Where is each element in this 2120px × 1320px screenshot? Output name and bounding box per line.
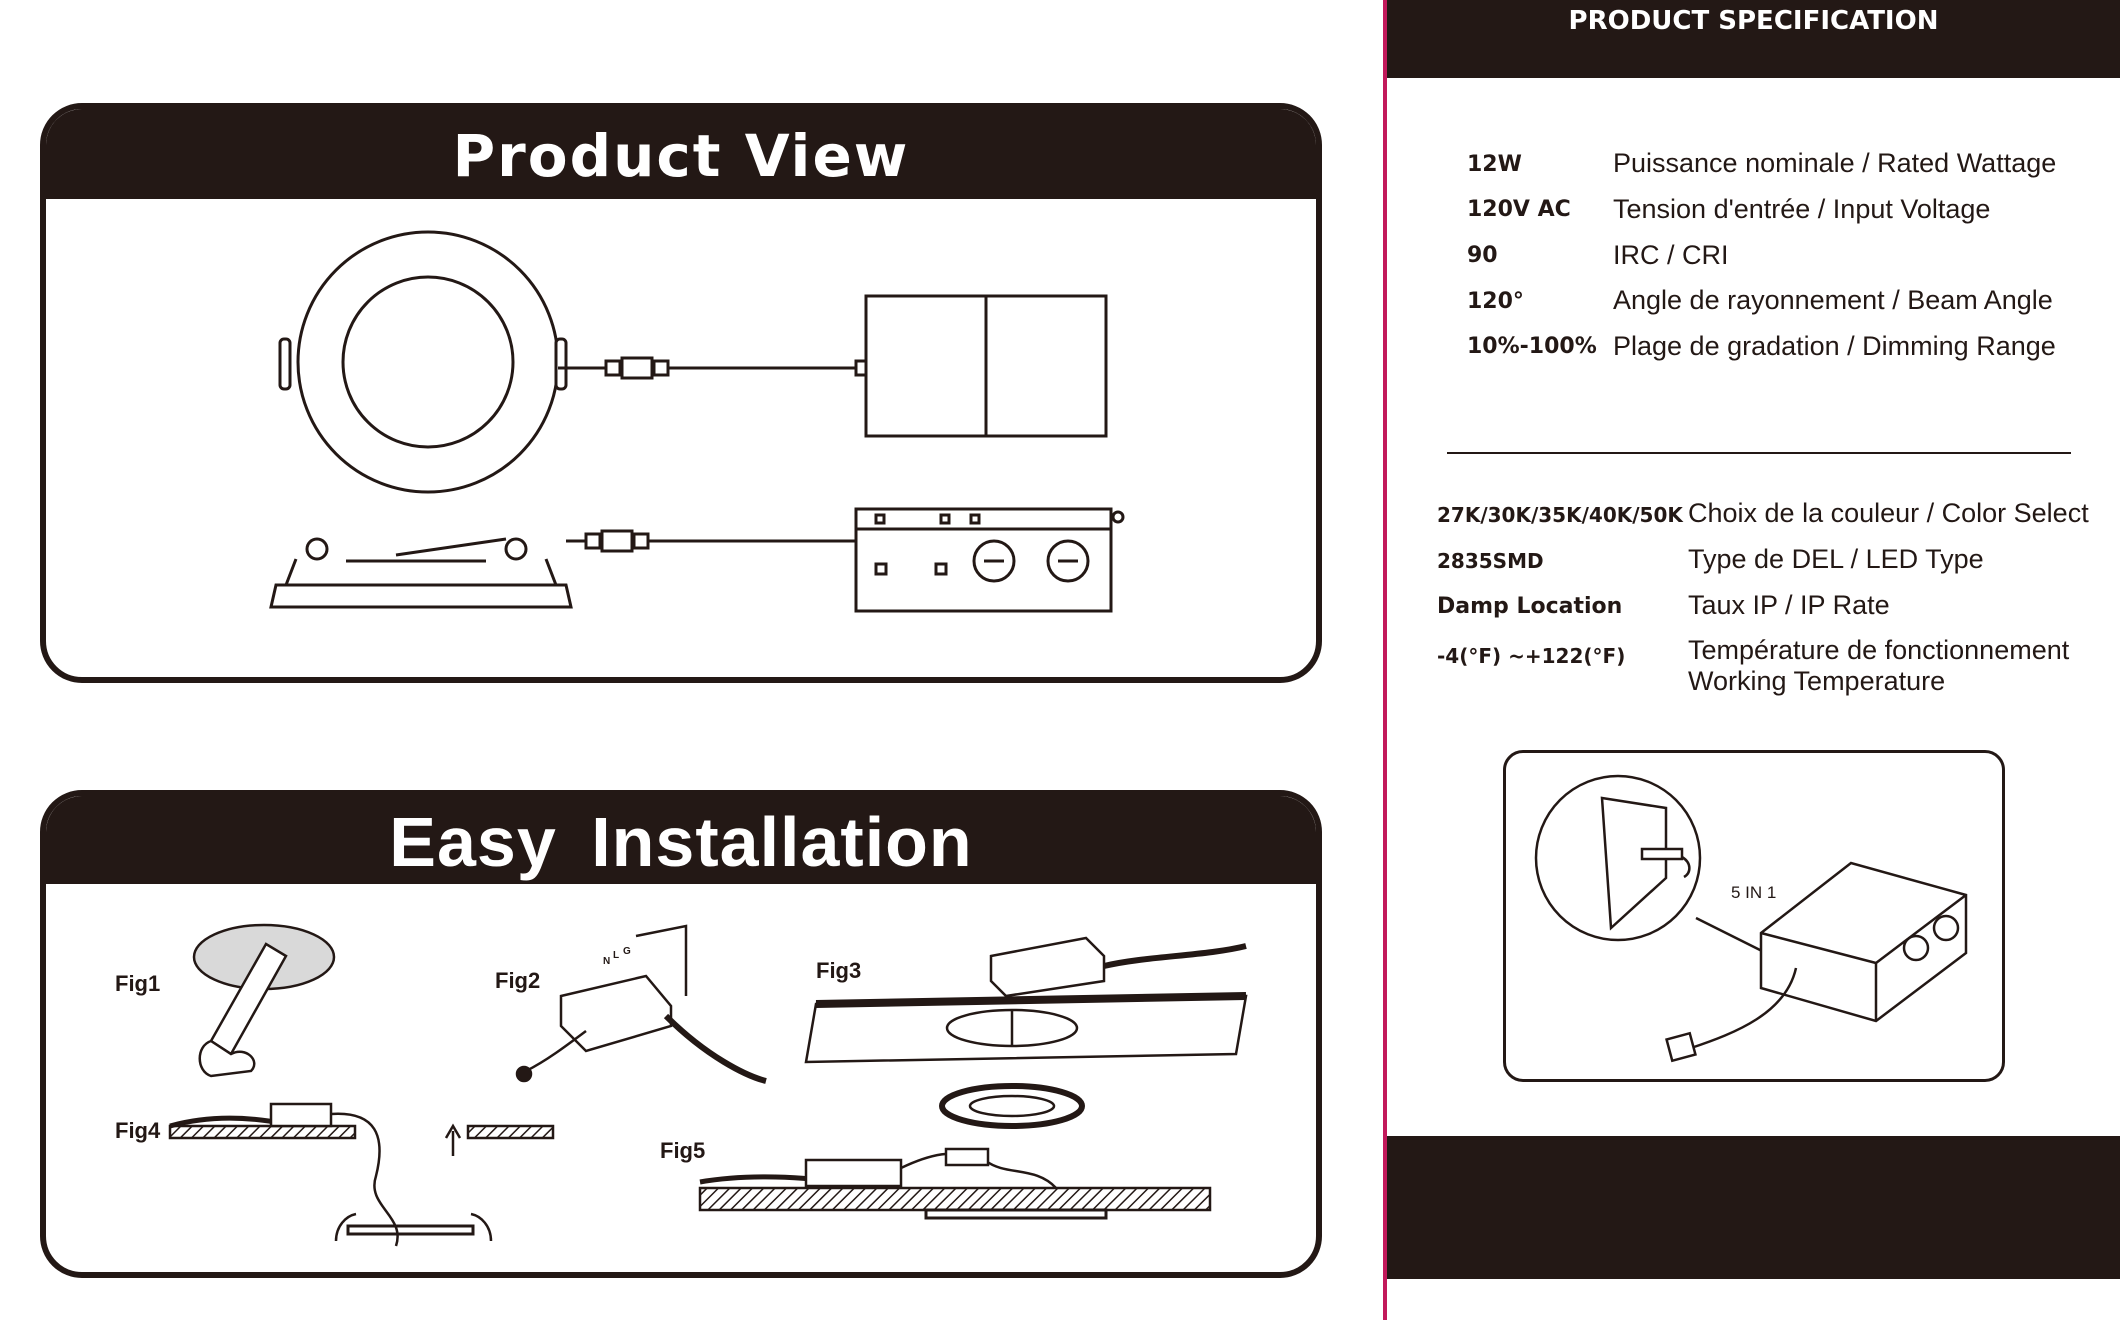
- bottom-bar: [1387, 1136, 2120, 1279]
- wire-label-l: L: [613, 950, 620, 961]
- spec-val-led-type: Type de DEL / LED Type: [1688, 544, 1984, 574]
- spec-key-wattage: 12W: [1467, 152, 1522, 177]
- fig2-label: Fig2: [495, 968, 541, 993]
- spec-key-led-type: 2835SMD: [1437, 549, 1544, 573]
- specification-column: [1383, 0, 2120, 1320]
- spec-key-cri: 90: [1467, 243, 1498, 268]
- spec-key-ip: Damp Location: [1437, 594, 1623, 619]
- spec-val-temperature-fr: Température de fonctionnement: [1688, 635, 2070, 665]
- downlight-front-lens: [343, 277, 513, 447]
- spec-key-dimming: 10%-100%: [1467, 334, 1597, 359]
- product-view-panel: [40, 103, 1322, 683]
- inset-drawing: [1506, 753, 2002, 1079]
- spec-val-ip: Taux IP / IP Rate: [1688, 590, 1890, 620]
- spec-val-temperature-en: Working Temperature: [1688, 666, 1946, 696]
- fig4-label: Fig4: [115, 1118, 161, 1143]
- fig2-box: [561, 976, 671, 1051]
- downlight-side: [271, 585, 571, 607]
- easy-installation-panel: [40, 790, 1322, 1278]
- junction-box-inset: [1503, 750, 2005, 1082]
- wire-label-g: G: [623, 946, 631, 957]
- spec-title: PRODUCT SPECIFICATION: [1387, 0, 2120, 78]
- wire-label-n: N: [603, 956, 611, 967]
- installation-drawings: [46, 796, 1316, 1276]
- fig2-wire-labels: [603, 946, 631, 967]
- spec-val-voltage: Tension d'entrée / Input Voltage: [1613, 194, 1991, 224]
- fig5-ceiling: [700, 1188, 1210, 1210]
- spec-divider: [1447, 452, 2071, 454]
- spec-val-color: Choix de la couleur / Color Select: [1688, 498, 2089, 528]
- spec-key-beam: 120°: [1467, 289, 1524, 314]
- installation-title: Easy Installation: [46, 796, 1316, 884]
- spec-val-beam: Angle de rayonnement / Beam Angle: [1613, 285, 2053, 315]
- fig3-label: Fig3: [816, 958, 862, 983]
- product-view-title: Product View: [46, 109, 1316, 199]
- downlight-front-ring: [298, 232, 558, 492]
- spec-val-dimming: Plage de gradation / Dimming Range: [1613, 331, 2056, 361]
- product-view-drawing: [46, 109, 1316, 679]
- spec-key-voltage: 120V AC: [1467, 197, 1571, 222]
- spec-key-color: 27K/30K/35K/40K/50K: [1437, 503, 1683, 527]
- fig1-label: Fig1: [115, 971, 161, 996]
- spec-val-cri: IRC / CRI: [1613, 240, 1729, 270]
- inset-label: 5 IN 1: [1731, 883, 1777, 902]
- fig5-label: Fig5: [660, 1138, 706, 1163]
- spec-val-wattage: Puissance nominale / Rated Wattage: [1613, 148, 2057, 178]
- spec-key-temperature: -4(°F) ~+122(°F): [1437, 644, 1626, 668]
